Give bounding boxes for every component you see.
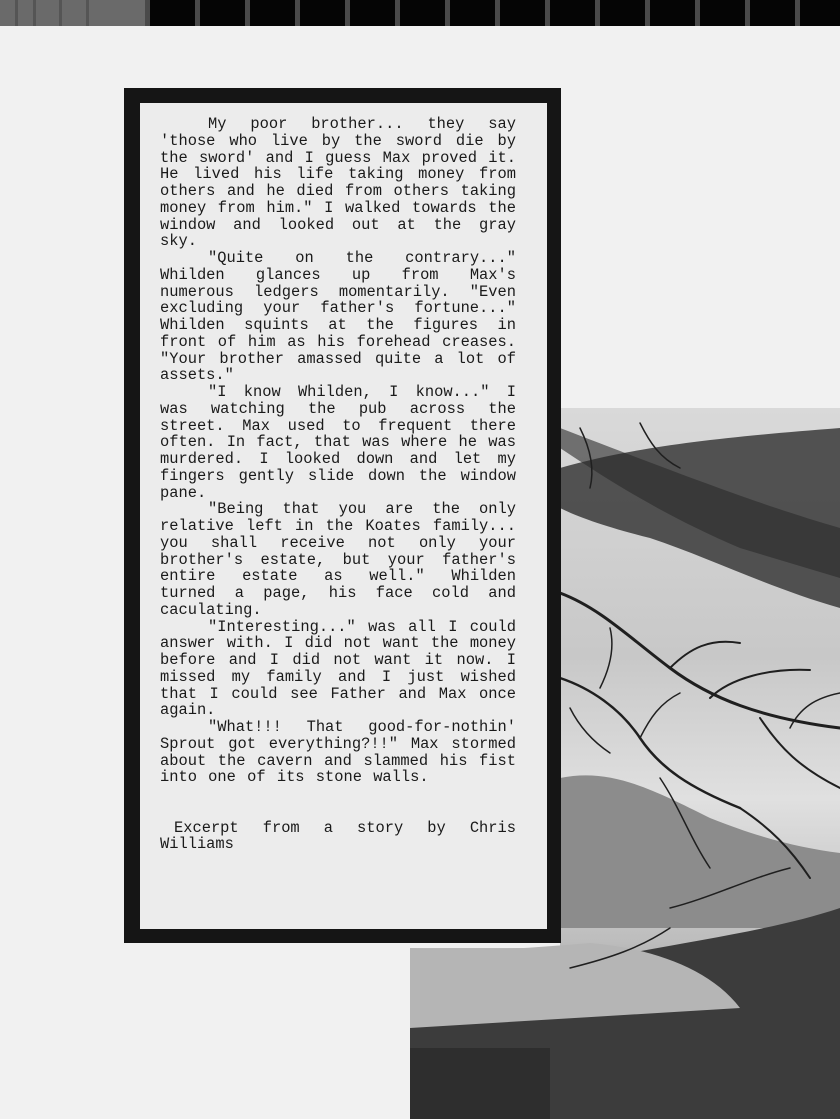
story-paragraph: "Interesting..." was all I could answer with. I did not want the money before and I did not want it now. I missed my family and I just wished that I could see Father and Max once again. [160, 617, 516, 720]
grey-strip-segment [0, 0, 145, 26]
story-excerpt [160, 116, 516, 853]
tick-marks [145, 0, 840, 26]
story-paragraph: "Quite on the contrary..." Whilden glances up from Max's numerous ledgers momentarily. "Even excluding your father's fortune..." Whilden squints at the figures in front of him as his forehead creases. "Your brother amassed quite a lot of assets." [160, 249, 516, 385]
story-paragraph: "I know Whilden, I know..." I was watching the pub across the street. Max used to frequent there often. In fact, that was where he was murdered. I looked down and let my fingers gently slide down the window pane. [160, 383, 516, 502]
story-paragraph: "Being that you are the only relative left in the Koates family... you shall receive not only your brother's estate, but your father's entire estate as well." Whilden turned a page, his face cold and caculating. [160, 500, 516, 619]
story-paragraph: "What!!! That good-for-nothin' Sprout got everything?!!" Max stormed about the cavern and slammed his fist into one of its stone walls. [160, 718, 516, 787]
scanner-edge-strip [0, 0, 840, 26]
story-paragraph: My poor brother... they say 'those who live by the sword die by the sword' and I guess Max proved it. He lived his life taking money from others and he died from others taking money from him." I walked towards the window and looked out at the gray sky. [160, 115, 516, 251]
story-credit: Excerpt from a story by Chris Williams [160, 818, 516, 854]
